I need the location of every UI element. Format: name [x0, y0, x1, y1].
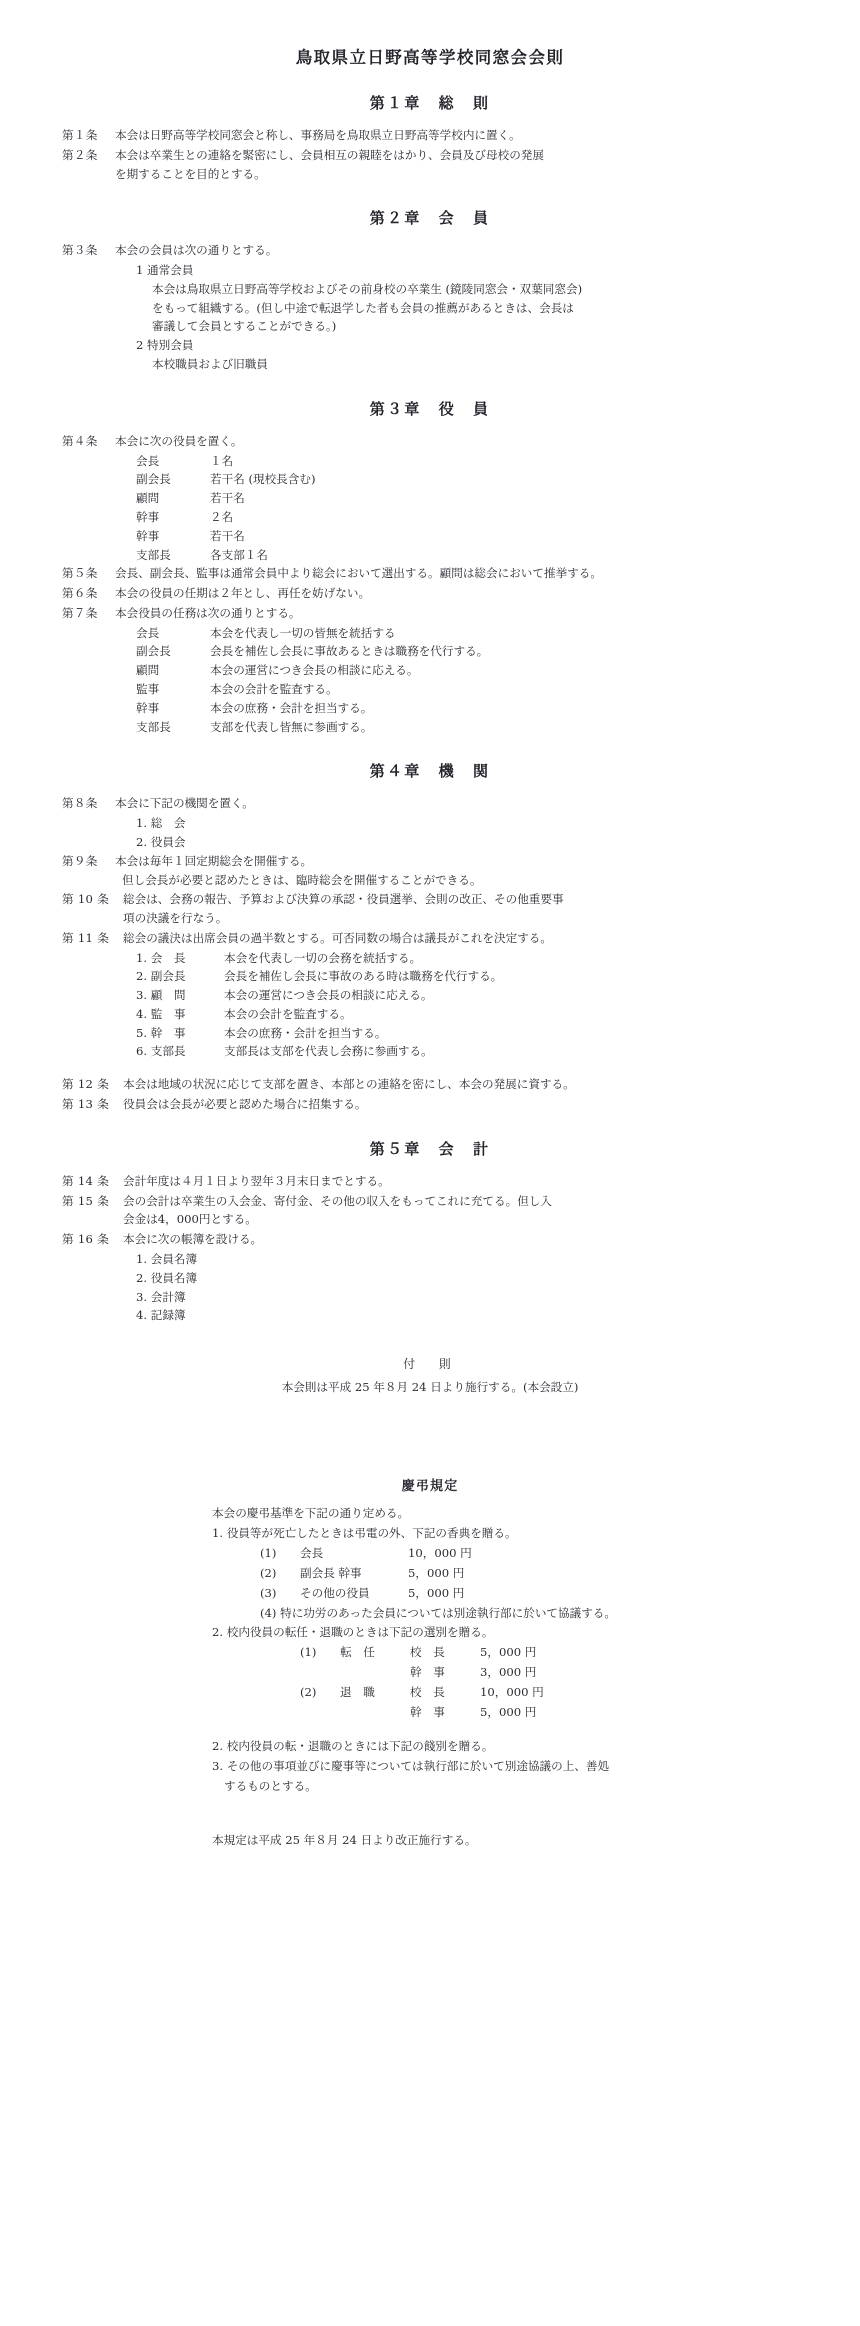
keicho-marker: [300, 1703, 340, 1723]
officer-count: １名: [210, 453, 234, 468]
article-text: 本会は毎年１回定期総会を開催する。: [115, 853, 313, 868]
officer-role: 顧問: [136, 491, 160, 506]
officer-count: 若干名: [210, 528, 245, 543]
article-text: 会金は4，000円とする。: [123, 1212, 257, 1227]
keicho-title: 校 長: [410, 1645, 445, 1660]
duty-text: 本会の庶務・会計を担当する。: [224, 1025, 387, 1040]
duty-role: 4. 監 事: [136, 1006, 186, 1021]
duty-row: [136, 661, 798, 680]
duty-text: 本会を代表し一切の皆無を統括する: [210, 625, 396, 640]
officer-role: 支部長: [136, 547, 171, 562]
article: [62, 1192, 798, 1230]
duty-row: [136, 699, 798, 718]
article-text: 本会の役員の任期は２年とし、再任を妨げない。: [115, 586, 371, 601]
article-number: 第 16 条: [62, 1232, 110, 1247]
list-item: 4. 記録簿: [136, 1308, 186, 1323]
keicho-marker: (3): [260, 1585, 277, 1600]
keicho-role: [340, 1663, 410, 1683]
article-number: 第３条: [62, 243, 98, 258]
chapter-heading-1: 第１章 総 則: [369, 94, 491, 112]
article-number: 第 13 条: [62, 1097, 110, 1112]
article-text: 会計年度は４月１日より翌年３月末日までとする。: [123, 1173, 390, 1188]
officer-role: 幹事: [136, 528, 160, 543]
duty-role: 顧問: [136, 663, 160, 678]
keicho-marker: (1): [260, 1545, 277, 1560]
duty-role: 2. 副会長: [136, 969, 186, 984]
duty-text: 支部を代表し皆無に参画する。: [210, 719, 373, 734]
duty-role: 支部長: [136, 719, 171, 734]
article: [62, 852, 798, 871]
duty-row: [136, 1042, 798, 1061]
duty-text: 本会の会計を監査する。: [224, 1006, 352, 1021]
duty-text: 本会を代表し一切の会務を統括する。: [224, 950, 422, 965]
article: [62, 1075, 798, 1094]
duty-text: 本会の運営につき会長の相談に応える。: [224, 988, 433, 1003]
article-number: 第 12 条: [62, 1077, 110, 1092]
spacer: [62, 1397, 798, 1475]
keicho-title: 校 長: [410, 1685, 445, 1700]
officer-role: 幹事: [136, 509, 160, 524]
duty-role: 6. 支部長: [136, 1044, 186, 1059]
chapter-heading-4: 第４章 機 関: [369, 762, 491, 781]
keicho-amount: 5，000 円: [480, 1645, 537, 1660]
keicho-note: (4) 特に功労のあった会員については別途執行部に於いて協議する。: [260, 1605, 616, 1620]
keicho-footer: 本規定は平成 25 年８月 24 日より改正施行する。: [212, 1832, 477, 1847]
duty-role: 会長: [136, 625, 160, 640]
chapter-heading-3: 第３章 役 員: [369, 399, 491, 418]
duty-row: [136, 986, 798, 1005]
keicho-row: [300, 1683, 798, 1703]
duty-row: [136, 718, 798, 737]
article: [62, 1230, 798, 1249]
keicho-marker: (2): [300, 1685, 317, 1700]
duty-row: [136, 949, 798, 968]
article-number: 第８条: [62, 796, 98, 811]
keicho-role: 会長: [300, 1545, 324, 1560]
keicho-marker: (2): [260, 1565, 277, 1580]
keicho-section-label: するものとする。: [224, 1779, 317, 1794]
keicho-row: [300, 1703, 798, 1723]
duty-role: 幹事: [136, 700, 160, 715]
duty-row: [136, 967, 798, 986]
duty-row: [136, 642, 798, 661]
article: [62, 794, 798, 813]
article-text: を期することを目的とする。: [115, 166, 266, 181]
officer-role: 会長: [136, 453, 160, 468]
article-text: 役員会は会長が必要と認めた場合に招集する。: [123, 1097, 367, 1112]
officer-row: [136, 489, 798, 508]
keicho-section-label: 2. 校内役員の転・退職のときには下記の餞別を贈る。: [212, 1739, 494, 1754]
spacer: [62, 1797, 798, 1831]
keicho-amount: 5，000 円: [408, 1585, 465, 1600]
officer-role: 副会長: [136, 472, 171, 487]
keicho-row: [300, 1663, 798, 1683]
keicho-role: [340, 1703, 410, 1723]
sub-item-text: をもって組織する。(但し中途で転退学した者も会員の推薦があるときは、会長は: [152, 300, 574, 315]
officer-count: 各支部１名: [210, 547, 268, 562]
list-item: 3. 会計簿: [136, 1289, 186, 1304]
officer-count: 若干名: [210, 491, 245, 506]
officer-row: [136, 452, 798, 471]
duty-text: 会長を補佐し会長に事故あるときは職務を代行する。: [210, 644, 489, 659]
chapter-heading-2: 第２章 会 員: [369, 209, 491, 228]
keicho-intro: 本会の慶弔基準を下記の通り定める。: [212, 1505, 410, 1520]
fusoku-heading: 付 則: [403, 1357, 457, 1372]
article: [62, 604, 798, 623]
keicho-row: [300, 1643, 798, 1663]
keicho-role: 副会長 幹事: [300, 1565, 362, 1580]
article-number: 第 15 条: [62, 1193, 110, 1208]
article-text: 会の会計は卒業生の入会金、寄付金、その他の収入をもってこれに充てる。但し入: [123, 1193, 552, 1208]
keicho-title: 幹 事: [410, 1665, 445, 1680]
article-number: 第７条: [62, 605, 98, 620]
duty-row: [136, 680, 798, 699]
fusoku-text: 本会則は平成 25 年８月 24 日より施行する。(本会設立): [281, 1380, 579, 1395]
duty-text: 支部長は支部を代表し会務に参画する。: [224, 1044, 433, 1059]
article-number: 第９条: [62, 853, 98, 868]
article-number: 第６条: [62, 586, 98, 601]
duty-text: 本会の運営につき会長の相談に応える。: [210, 663, 419, 678]
officer-count: ２名: [210, 509, 234, 524]
duty-row: [136, 1005, 798, 1024]
article: [62, 1095, 798, 1114]
article-text: 本会役員の任務は次の通りとする。: [115, 605, 301, 620]
duty-text: 本会の会計を監査する。: [210, 681, 338, 696]
keicho-role: その他の役員: [300, 1585, 370, 1600]
keicho-amount: 5，000 円: [408, 1565, 465, 1580]
duty-role: 3. 顧 問: [136, 988, 186, 1003]
chapter-heading-5: 第５章 会 計: [369, 1139, 491, 1158]
article-number: 第 11 条: [62, 930, 110, 945]
article-text: 本会は地域の状況に応じて支部を置き、本部との連絡を密にし、本会の発展に資する。: [123, 1077, 575, 1092]
article-text: 本会の会員は次の通りとする。: [115, 243, 278, 258]
article: [62, 432, 798, 451]
article: [62, 929, 798, 948]
duty-row: [136, 1024, 798, 1043]
keicho-amount: 10，000 円: [480, 1685, 544, 1700]
keicho-marker: (1): [300, 1645, 317, 1660]
officer-row: [136, 527, 798, 546]
article: [62, 241, 798, 260]
keicho-row: [260, 1584, 798, 1604]
article-text: 総会の議決は出席会員の過半数とする。可否同数の場合は議長がこれを決定する。: [123, 930, 552, 945]
duty-text: 本会の庶務・会計を担当する。: [210, 700, 373, 715]
article-text: 会長、副会長、監事は通常会員中より総会において選出する。顧問は総会において推挙する。: [115, 566, 602, 581]
keicho-amount: 10，000 円: [408, 1545, 472, 1560]
list-item: 2. 役員名簿: [136, 1270, 198, 1285]
article-text: 本会に次の帳簿を設ける。: [123, 1232, 263, 1247]
sub-item-text: 本会は鳥取県立日野高等学校およびその前身校の卒業生 (鏡陵同窓会・双葉同窓会): [152, 281, 583, 296]
officer-row: [136, 470, 798, 489]
page-title: 鳥取県立日野高等学校同窓会会則: [295, 48, 565, 67]
article-number: 第５条: [62, 566, 98, 581]
keicho-title: 幹 事: [410, 1705, 445, 1720]
article: [62, 584, 798, 603]
keicho-note-row: [260, 1604, 798, 1624]
duty-role: 1. 会 長: [136, 950, 186, 965]
keicho-section: [212, 1504, 798, 1797]
duty-row: [136, 624, 798, 643]
keicho-section-label: 1. 役員等が死亡したときは弔電の外、下記の香典を贈る。: [212, 1525, 517, 1540]
article-text: 本会に次の役員を置く。: [115, 433, 243, 448]
article-number: 第１条: [62, 128, 98, 142]
sub-item-text: 審議して会員とすることができる。): [152, 319, 337, 334]
duty-role: 副会長: [136, 644, 171, 659]
article-number: 第４条: [62, 433, 98, 448]
keicho-amount: 3，000 円: [480, 1665, 537, 1680]
article-continuation: 但し会長が必要と認めたときは、臨時総会を開催することができる。: [122, 873, 482, 888]
duty-role: 5. 幹 事: [136, 1025, 186, 1040]
article-text: 項の決議を行なう。: [123, 911, 228, 925]
article: [62, 890, 798, 928]
list-item: 2. 役員会: [136, 834, 186, 849]
sub-item-label: 2 特別会員: [136, 338, 194, 353]
keicho-heading: 慶弔規定: [401, 1478, 459, 1494]
article: [62, 564, 798, 583]
spacer: [212, 1723, 798, 1737]
duty-role: 監事: [136, 681, 160, 696]
article-number: 第２条: [62, 147, 98, 162]
article: [62, 146, 798, 184]
officer-count: 若干名 (現校長含む): [210, 472, 316, 487]
article: [62, 1172, 798, 1191]
article-number: 第 10 条: [62, 892, 110, 907]
sub-item-text: 本校職員および旧職員: [152, 357, 268, 372]
keicho-section-label: 2. 校内役員の転任・退職のときは下記の選別を贈る。: [212, 1625, 494, 1640]
article-text: 本会に下記の機関を置く。: [115, 796, 254, 811]
keicho-role: 転 任: [340, 1645, 375, 1660]
officer-row: [136, 508, 798, 527]
article: [62, 126, 798, 145]
keicho-marker: [300, 1663, 340, 1683]
keicho-section-label: 3. その他の事項並びに慶事等については執行部に於いて別途協議の上、善処: [212, 1759, 610, 1774]
list-item: 1. 会員名簿: [136, 1251, 198, 1266]
article-text: 本会は卒業生との連絡を緊密にし、会員相互の親睦をはかり、会員及び母校の発展: [115, 147, 544, 162]
spacer: [62, 1061, 798, 1075]
sub-item-label: 1 通常会員: [136, 263, 194, 278]
article-text: 本会は日野高等学校同窓会と称し、事務局を鳥取県立日野高等学校内に置く。: [115, 128, 521, 142]
keicho-role: 退 職: [340, 1685, 375, 1700]
keicho-row: [260, 1564, 798, 1584]
duty-text: 会長を補佐し会長に事故のある時は職務を代行する。: [224, 969, 503, 984]
article-number: 第 14 条: [62, 1173, 110, 1188]
list-item: 1. 総 会: [136, 816, 186, 831]
article-text: 総会は、会務の報告、予算および決算の承認・役員選挙、会則の改正、その他重要事: [123, 892, 564, 907]
officer-row: [136, 546, 798, 565]
keicho-row: [260, 1544, 798, 1564]
keicho-amount: 5，000 円: [480, 1705, 537, 1720]
